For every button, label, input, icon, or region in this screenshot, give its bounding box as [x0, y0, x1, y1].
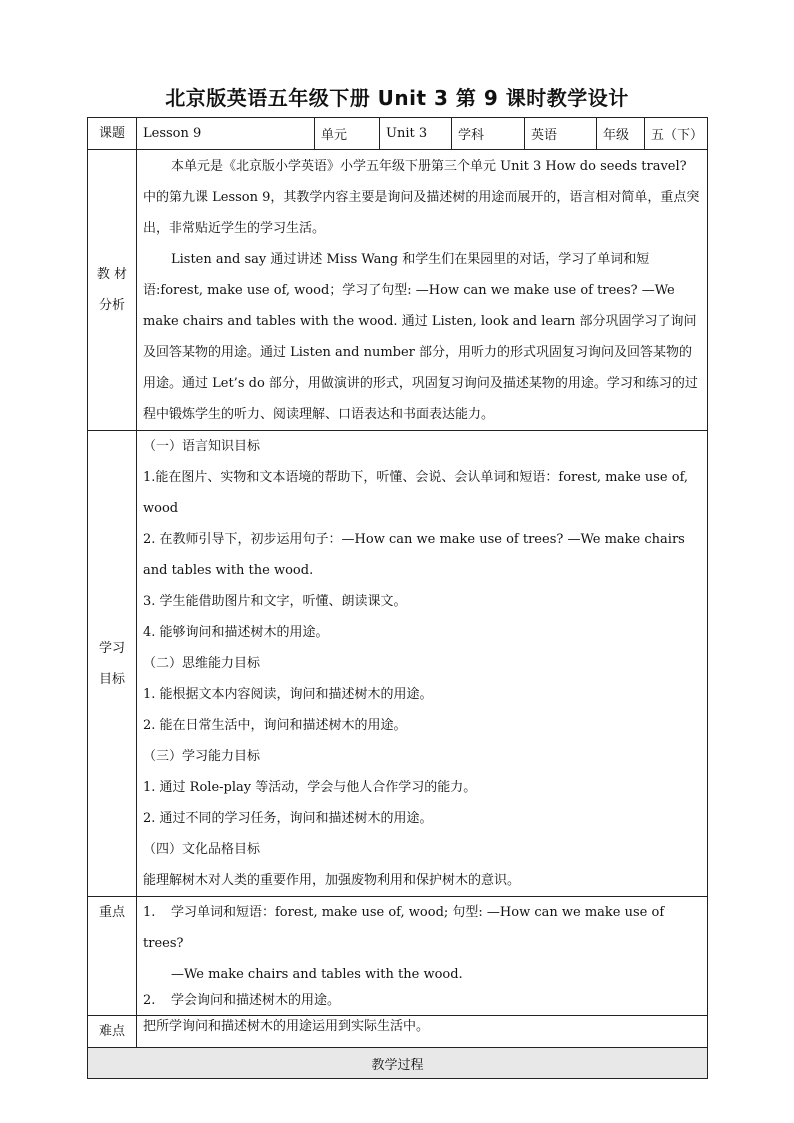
- objective-item: 1.能在图片、实物和文本语境的帮助下，听懂、会说、会认单词和短语：forest, make use of, wood: [143, 470, 689, 516]
- header-row: [88, 118, 708, 150]
- objectives-label: [88, 431, 137, 897]
- key-point-text: 学习单词和短语：forest, make use of, wood; 句型: —How can we make use of trees?: [143, 905, 665, 951]
- objectives-content: [137, 431, 708, 897]
- page-title: 北京版英语五年级下册 Unit 3 第 9 课时教学设计: [165, 86, 629, 110]
- difficulty-row: [88, 1016, 708, 1048]
- analysis-label: [88, 150, 137, 431]
- objective-heading: （二）思维能力目标: [143, 656, 261, 671]
- analysis-paragraph: Listen and say 通过讲述 Miss Wang 和学生们在果园里的对话，学习了单词和短语:forest, make use of, wood；学习了句型: —How can we make use of trees? —We make chairs and tables with the wood. 通过 Listen, look and learn 部分巩固学习了询问及回答某物的用途。通过 Listen and number 部分，用听力的形式巩固复习询问及回答某物的用途。通过 Let’s do 部分，用做演讲的形式，巩固复习询问及描述某物的用途。学习和练习的过程中锻炼学生的听力、阅读理解、口语表达和书面表达能力。: [143, 252, 698, 422]
- topic-label: 课题: [88, 118, 137, 150]
- objective-item: 4. 能够询问和描述树木的用途。: [143, 625, 329, 640]
- objective-item: 2. 通过不同的学习任务，询问和描述树木的用途。: [143, 811, 433, 826]
- subject-value: 英语: [525, 118, 597, 150]
- process-row: [88, 1048, 708, 1079]
- key-points-row: [88, 897, 708, 1016]
- lesson-plan-table: [87, 117, 708, 1079]
- objectives-row: [88, 431, 708, 897]
- objective-item: 1. 能根据文本内容阅读，询问和描述树木的用途。: [143, 687, 433, 702]
- objective-item: 3. 学生能借助图片和文字，听懂、朗读课文。: [143, 594, 407, 609]
- objective-heading: （一）语言知识目标: [143, 439, 261, 454]
- analysis-paragraph: 本单元是《北京版小学英语》小学五年级下册第三个单元 Unit 3 How do seeds travel? 中的第九课 Lesson 9，其教学内容主要是询问及描述树的用途而展开的，语言相对简单，重点突出，非常贴近学生的学习生活。: [143, 159, 700, 236]
- process-header: 教学过程: [88, 1048, 708, 1079]
- subject-label: 学科: [452, 118, 525, 150]
- key-points-label: 重点: [88, 897, 137, 1016]
- objective-heading: （三）学习能力目标: [143, 749, 261, 764]
- topic-value: Lesson 9: [137, 118, 315, 150]
- unit-label: 单元: [315, 118, 380, 150]
- key-point-number: 2.: [143, 993, 156, 1008]
- analysis-content: [137, 150, 708, 431]
- difficulty-content: 把所学询问和描述树木的用途运用到实际生活中。: [137, 1016, 708, 1048]
- grade-value: 五（下）: [645, 118, 708, 150]
- objective-item: 2. 能在日常生活中，询问和描述树木的用途。: [143, 718, 407, 733]
- difficulty-label: 难点: [88, 1016, 137, 1048]
- objective-item: 能理解树木对人类的重要作用，加强废物利用和保护树木的意识。: [143, 873, 521, 888]
- objective-heading: （四）文化品格目标: [143, 842, 261, 857]
- unit-value: Unit 3: [380, 118, 452, 150]
- analysis-label-text: 教 材 分析: [96, 267, 128, 313]
- key-point-continuation: —We make chairs and tables with the wood.: [171, 967, 463, 982]
- key-point-text: 学会询问和描述树木的用途。: [171, 993, 341, 1008]
- objectives-label-text: 学习 目标: [98, 640, 125, 687]
- objective-item: 2. 在教师引导下，初步运用句子：—How can we make use of trees? —We make chairs and tables with the wood.: [143, 532, 685, 578]
- grade-label: 年级: [597, 118, 645, 150]
- objective-item: 1. 通过 Role-play 等活动，学会与他人合作学习的能力。: [143, 780, 477, 795]
- key-point-item: [143, 897, 701, 959]
- key-point-number: 1.: [143, 905, 156, 920]
- key-points-content: [137, 897, 708, 1016]
- analysis-row: [88, 150, 708, 431]
- key-point-item: [143, 990, 701, 1015]
